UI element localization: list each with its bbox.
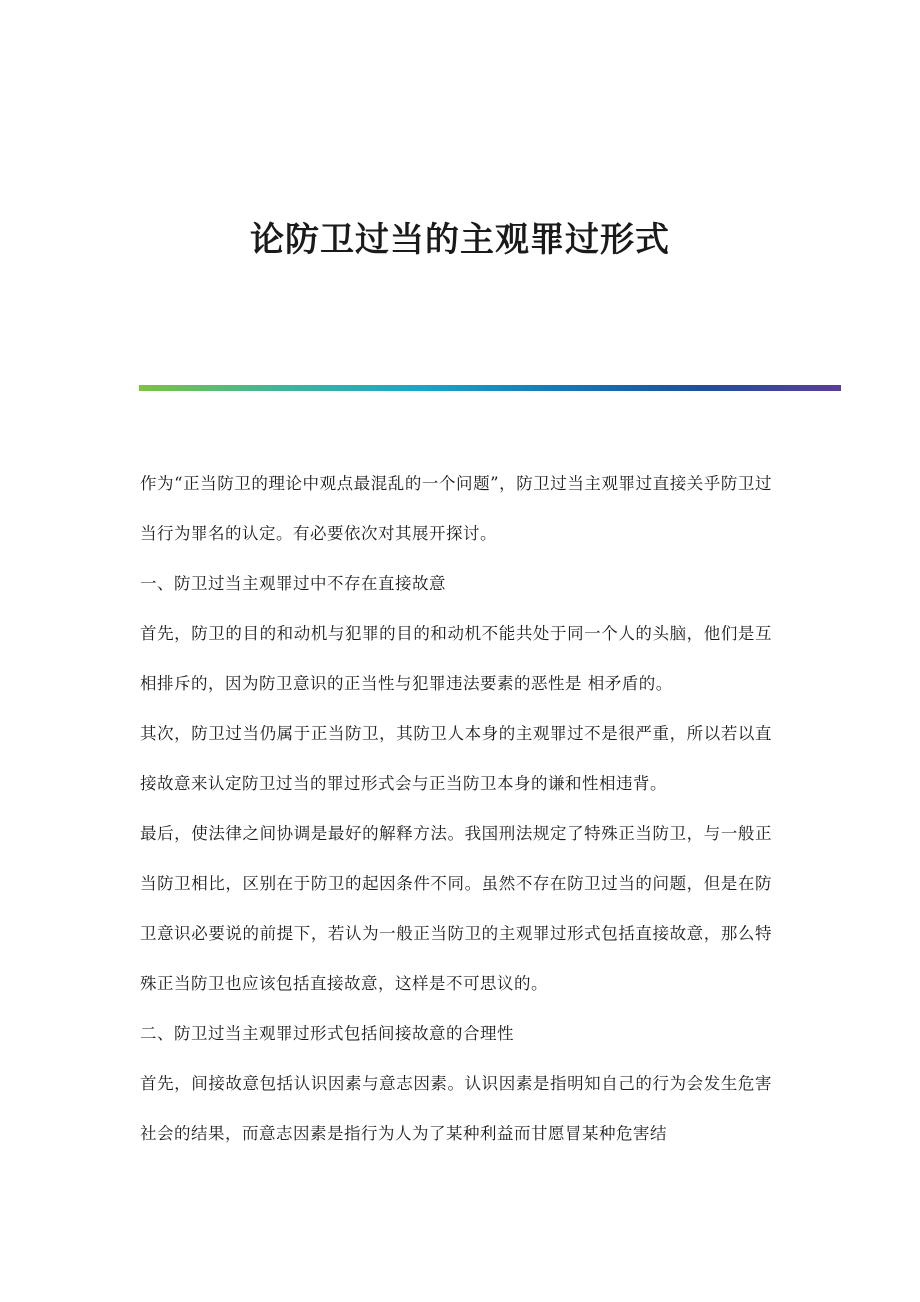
paragraph-intro: 作为“正当防卫的理论中观点最混乱的一个问题”，防卫过当主观罪过直接关乎防卫过当行为罪名的认定。有必要依次对其展开探讨。 [140, 474, 772, 543]
document-title: 论防卫过当的主观罪过形式 [250, 220, 670, 260]
paragraph-indirect-intent: 首先，间接故意包括认识因素与意志因素。认识因素是指明知自己的行为会发生危害社会的结果，而意志因素是指行为人为了某种利益而甘愿冒某种危害结 [140, 1074, 772, 1143]
document-body [140, 459, 772, 1159]
paragraph-second-point: 其次，防卫过当仍属于正当防卫，其防卫人本身的主观罪过不是很严重，所以若以直接故意来认定防卫过当的罪过形式会与正当防卫本身的谦和性相违背。 [140, 724, 772, 793]
gradient-divider [139, 385, 841, 391]
paragraph-third-point: 最后，使法律之间协调是最好的解释方法。我国刑法规定了特殊正当防卫，与一般正当防卫相比，区别在于防卫的起因条件不同。虽然不存在防卫过当的问题，但是在防卫意识必要说的前提下，若认为一般正当防卫的主观罪过形式包括直接故意，那么特殊正当防卫也应该包括直接故意，这样是不可思议的。 [140, 824, 772, 993]
section-heading-2: 二、防卫过当主观罪过形式包括间接故意的合理性 [140, 1024, 514, 1043]
section-heading-1: 一、防卫过当主观罪过中不存在直接故意 [140, 574, 446, 593]
paragraph-first-point: 首先，防卫的目的和动机与犯罪的目的和动机不能共处于同一个人的头脑，他们是互相排斥的，因为防卫意识的正当性与犯罪违法要素的恶性是 相矛盾的。 [140, 624, 772, 693]
